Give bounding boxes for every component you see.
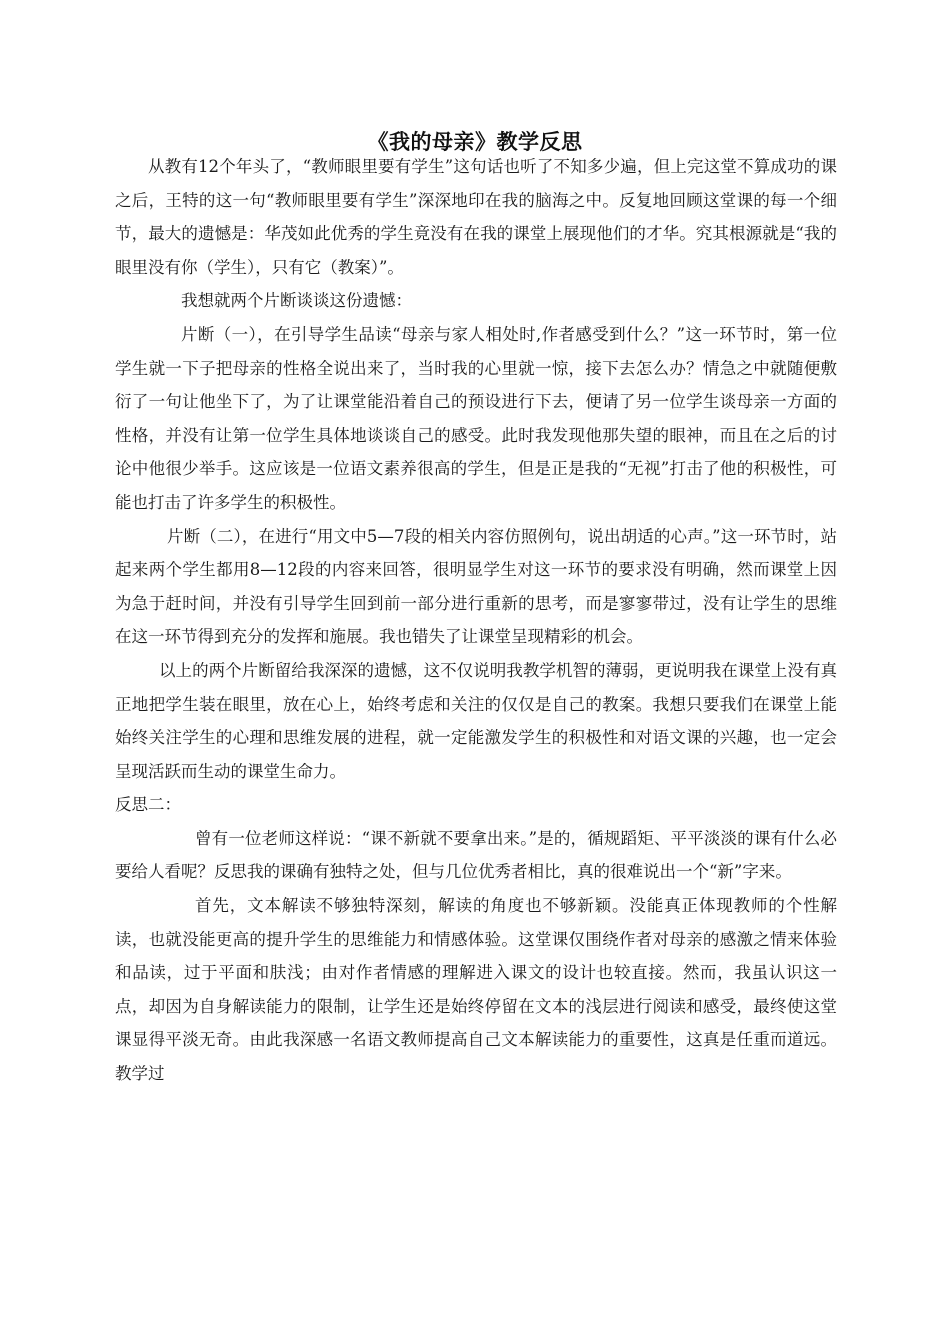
paragraph-fragment-one: 片断（一），在引导学生品读“母亲与家人相处时,作者感受到什么？”这一环节时，第一位学生就一下子把母亲的性格全说出来了，当时我的心里就一惊，接下去怎么办？情急之中就随便敷衍了一句让他坐下了，为了让课堂能沿着自己的预设进行下去，便请了另一位学生谈母亲一方面的性格，并没有让第一位学生具体地谈谈自己的感受。此时我发现他那失望的眼神，而且在之后的讨论中他很少举手。这应该是一位语文素养很高的学生，但是正是我的“无视”打击了他的积极性，可能也打击了许多学生的积极性。: [115, 324, 837, 512]
document-body: [115, 150, 837, 1091]
paragraph-first-point: 首先，文本解读不够独特深刻，解读的角度也不够新颖。没能真正体现教师的个性解读，也就没能更高的提升学生的思维能力和情感体验。这堂课仅围绕作者对母亲的感激之情来体验和品读，过于平面和肤浅；由对作者情感的理解进入课文的设计也较直接。然而，我虽认识这一点，却因为自身解读能力的限制，让学生还是始终停留在文本的浅层进行阅读和感受，最终使这堂课显得平淡无奇。由此我深感一名语文教师提高自己文本解读能力的重要性，这真是任重而道远。教学过: [115, 896, 837, 1084]
heading-reflection-two: 反思二：: [115, 795, 181, 815]
document-title: 《我的母亲》教学反思: [367, 129, 583, 154]
paragraph-quote: 曾有一位老师这样说：“课不新就不要拿出来。”是的，循规蹈矩、平平淡淡的课有什么必要给人看呢？反思我的课确有独特之处，但与几位优秀者相比，真的很难说出一个“新”字来。: [115, 828, 837, 882]
paragraph-transition: 我想就两个片断谈谈这份遗憾：: [181, 291, 412, 311]
paragraph-fragment-two: 片断（二），在进行“用文中5—7段的相关内容仿照例句，说出胡适的心声。”这一环节时，站起来两个学生都用8—12段的内容来回答，很明显学生对这一环节的要求没有明确，然而课堂上因为急于赶时间，并没有引导学生回到前一部分进行重新的思考，而是寥寥带过，没有让学生的思维在这一环节得到充分的发挥和施展。我也错失了让课堂呈现精彩的机会。: [115, 526, 837, 647]
paragraph-intro: 从教有12个年头了，“教师眼里要有学生”这句话也听了不知多少遍，但上完这堂不算成功的课之后，王特的这一句“教师眼里要有学生”深深地印在我的脑海之中。反复地回顾这堂课的每一个细节，最大的遗憾是：华茂如此优秀的学生竟没有在我的课堂上展现他们的才华。究其根源就是“我的眼里没有你（学生），只有它（教案）”。: [115, 157, 837, 277]
paragraph-summary: 以上的两个片断留给我深深的遗憾，这不仅说明我教学机智的薄弱，更说明我在课堂上没有真正地把学生装在眼里，放在心上，始终考虑和关注的仅仅是自己的教案。我想只要我们在课堂上能始终关注学生的心理和思维发展的进程，就一定能激发学生的积极性和对语文课的兴趣，也一定会呈现活跃而生动的课堂生命力。: [115, 660, 837, 781]
